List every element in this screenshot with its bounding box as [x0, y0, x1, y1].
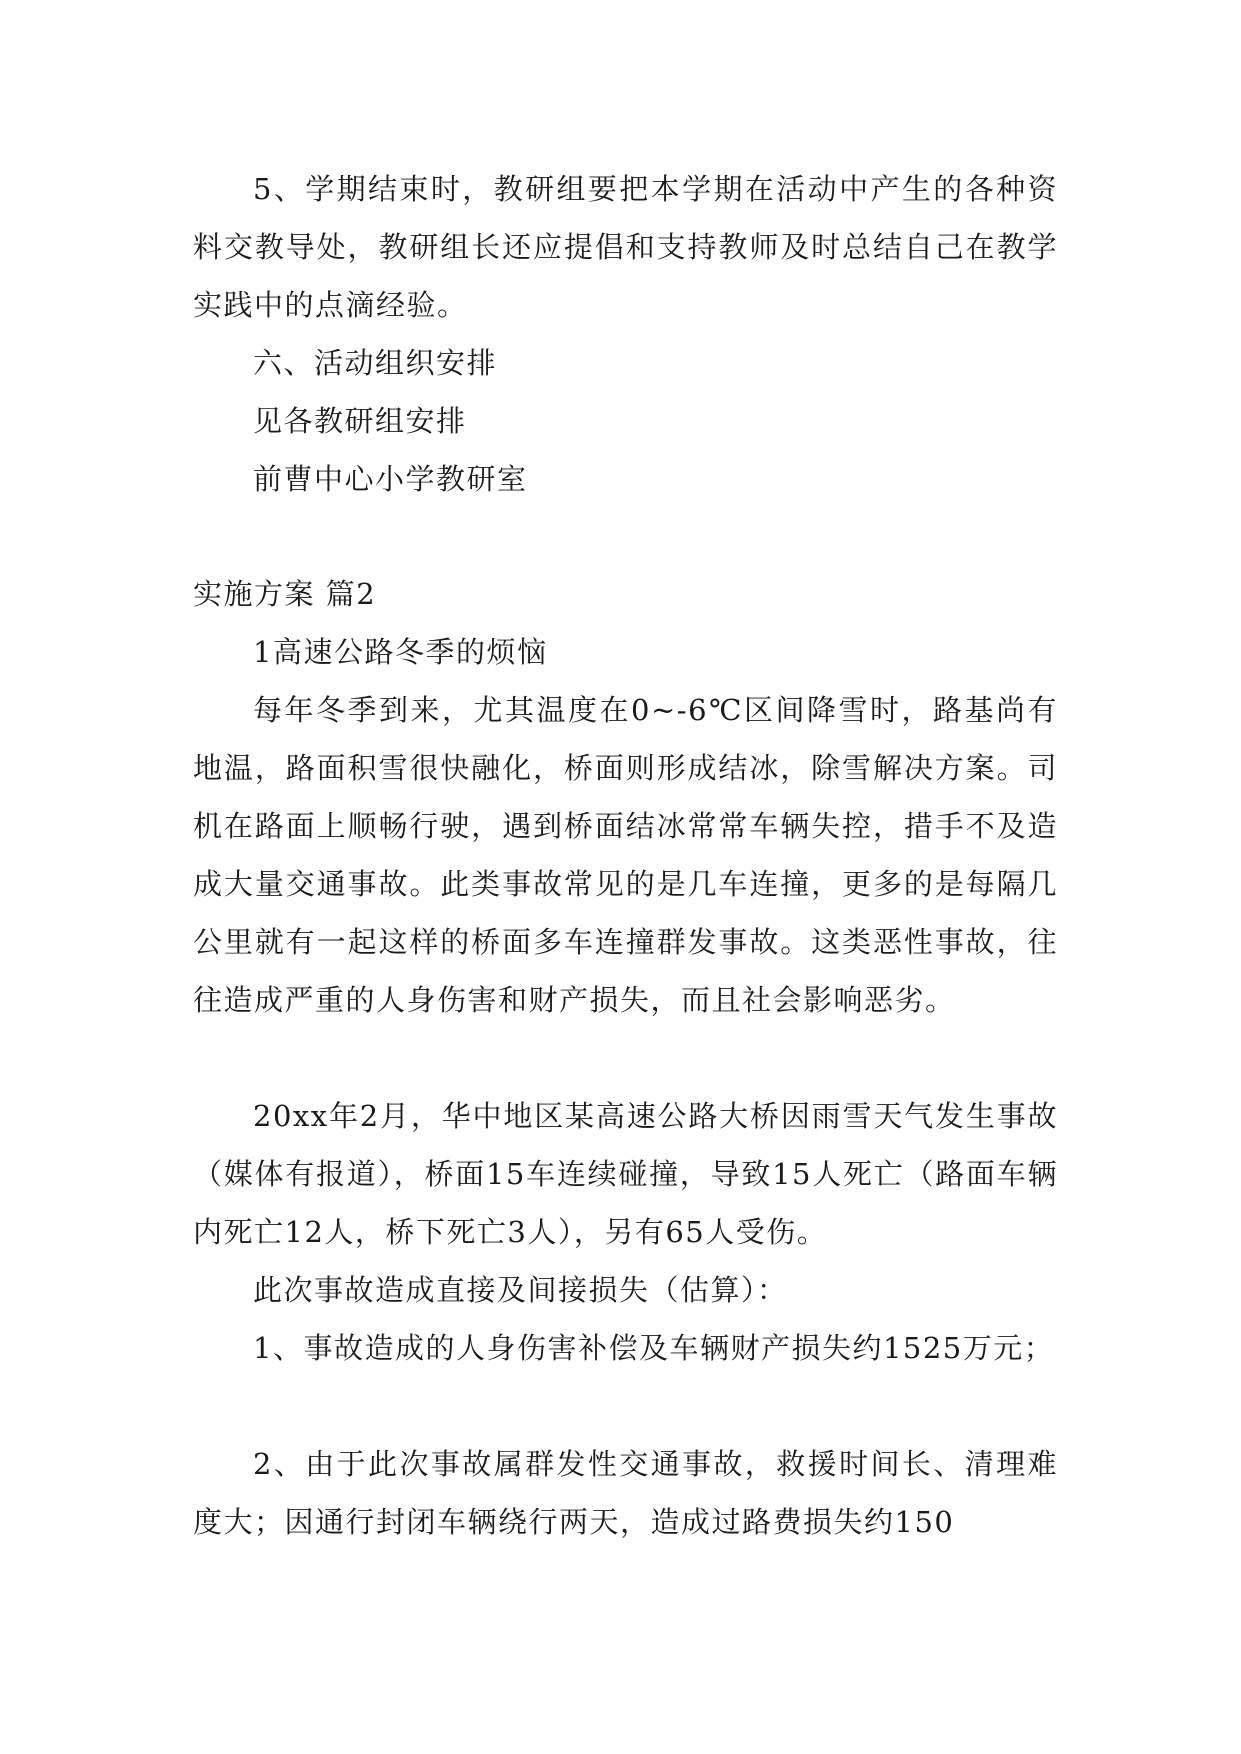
heading-activity-arrangement: 六、活动组织安排 — [253, 346, 498, 380]
paragraph-accident-report: 20xx年2月，华中地区某高速公路大桥因雨雪天气发生事故（媒体有报道），桥面15车连续碰撞，导致15人死亡（路面车辆内死亡12人，桥下死亡3人），另有65人受伤。 — [193, 1099, 1058, 1249]
paragraph-loss-item-2: 2、由于此次事故属群发性交通事故，救援时间长、清理难度大；因通行封闭车辆绕行两天，造成过路费损失约150 — [193, 1447, 1058, 1539]
paragraph-see-arrangement: 见各教研组安排 — [253, 404, 467, 438]
heading-winter-trouble: 1高速公路冬季的烦恼 — [253, 635, 548, 669]
paragraph-winter-icing: 每年冬季到来，尤其温度在0~-6℃区间降雪时，路基尚有地温，路面积雪很快融化，桥面则形成结冰，除雪解决方案。司机在路面上顺畅行驶，遇到桥面结冰常常车辆失控，措手不及造成大量交通事故。此类事故常见的是几车连撞，更多的是每隔几公里就有一起这样的桥面多车连撞群发事故。这类恶性事故，往往造成严重的人身伤害和财产损失，而且社会影响恶劣。 — [193, 693, 1058, 1017]
paragraph-loss-estimate: 此次事故造成直接及间接损失（估算）： — [253, 1273, 788, 1307]
paragraph-loss-item-1: 1、事故造成的人身伤害补偿及车辆财产损失约1525万元； — [253, 1331, 1055, 1365]
paragraph-semester-end: 5、学期结束时，教研组要把本学期在活动中产生的各种资料交教导处，教研组长还应提倡和支持教师及时总结自己在教学实践中的点滴经验。 — [193, 172, 1058, 322]
signature-office: 前曹中心小学教研室 — [253, 462, 528, 496]
section-title: 实施方案 篇2 — [193, 577, 377, 611]
